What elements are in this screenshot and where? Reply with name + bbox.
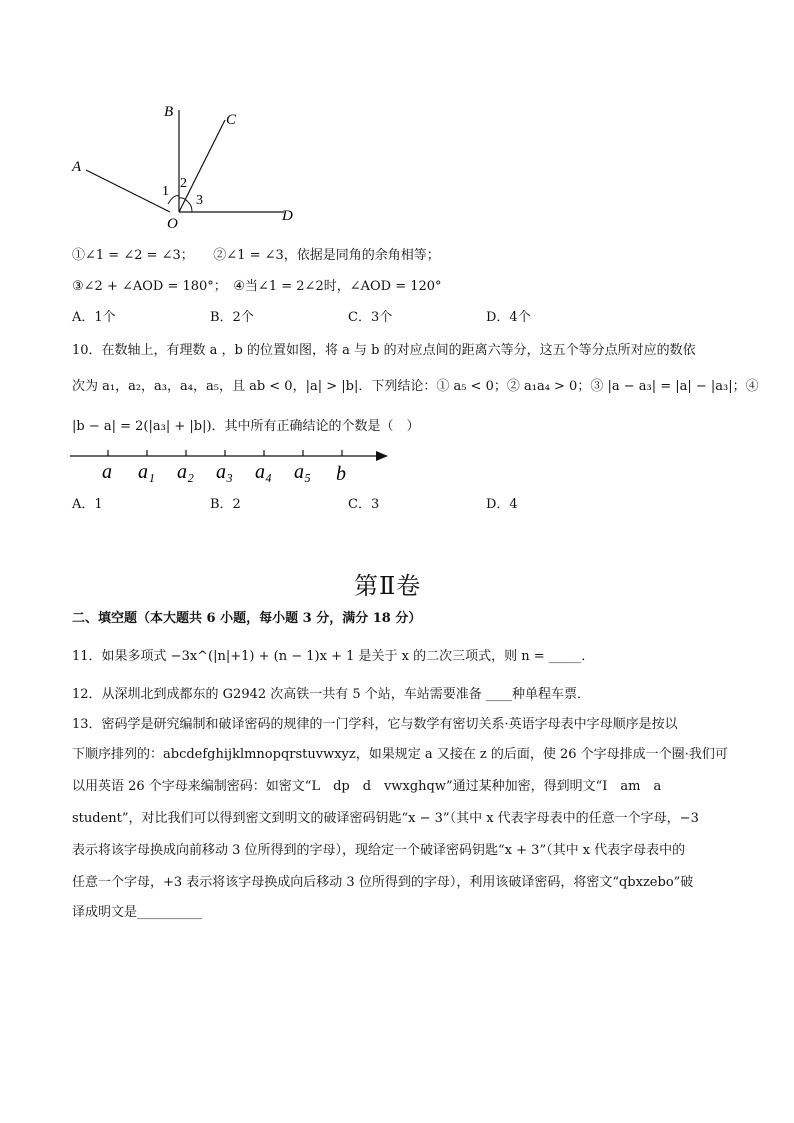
q10-line2: 次为 a₁，a₂，a₃，a₄，a₅，且 ab < 0，|a| > |b|．下列结论：① a₅ < 0；② a₁a₄ > 0；③ |a − a₃| = |a| − |a₃|；④	[72, 379, 759, 394]
label-A: A	[72, 159, 82, 175]
q10-option-c[interactable]: C．3	[348, 497, 380, 512]
part2-title: 第Ⅱ卷	[354, 572, 422, 600]
q10-option-b[interactable]: B．2	[210, 497, 241, 512]
axis-label-b: b	[336, 463, 346, 485]
q13-line4: student”，对比我们可以得到密文到明文的破译密码钥匙“x − 3”（其中 x 代表字母表中的任意一个字母，−3	[72, 811, 699, 826]
q13-line2: 下顺序排列的：abcdefghijklmnopqrstuvwxyz，如果规定 a 又接在 z 的后面，使 26 个字母排成一个圈·我们可	[72, 747, 728, 762]
q9-statements-line2: ③∠2 + ∠AOD = 180°； ④当∠1 = 2∠2时，∠AOD = 120°	[72, 279, 442, 294]
axis-label-a3: a₃	[216, 461, 233, 483]
axis-label-a: a	[102, 461, 112, 483]
q11-text: 11．如果多项式 −3x^(|n|+1) + (n − 1)x + 1 是关于 x 的二次三项式，则 n = _____．	[72, 649, 595, 664]
axis-label-a5: a₅	[294, 461, 311, 483]
q9-statements-line1: ①∠1 = ∠2 = ∠3； ②∠1 = ∠3，依据是同角的余角相等；	[72, 248, 440, 263]
label-angle-1: 1	[162, 184, 169, 199]
q10-option-a[interactable]: A．1	[72, 497, 103, 512]
q10-line3: |b − a| = 2(|a₃| + |b|)．其中所有正确结论的个数是（ ）	[72, 419, 420, 434]
q9-option-c[interactable]: C．3个	[348, 310, 393, 325]
ray-OA	[86, 170, 170, 212]
label-O: O	[167, 216, 178, 232]
axis-label-a4: a₄	[255, 461, 272, 483]
number-line	[66, 440, 396, 490]
angle-figure	[60, 98, 320, 238]
q9-option-a[interactable]: A．1个	[72, 310, 116, 325]
q13-line5: 表示将该字母换成向前移动 3 位所得到的字母），现给定一个破译密码钥匙“x + 3”（其中 x 代表字母表中的	[72, 843, 686, 858]
q12-text: 12．从深圳北到成都东的 G2942 次高铁一共有 5 个站，车站需要准备 ____种单程车票．	[72, 687, 590, 702]
number-line-arrow	[376, 451, 388, 461]
axis-label-a2: a₂	[177, 461, 194, 483]
q13-line1: 13．密码学是研究编制和破译密码的规律的一门学科，它与数学有密切关系·英语字母表中字母顺序是按以	[72, 717, 678, 732]
q13-line7: 译成明文是__________	[72, 905, 203, 920]
q9-option-b[interactable]: B．2个	[210, 310, 254, 325]
q9-option-d[interactable]: D．4个	[486, 310, 531, 325]
q10-line1: 10．在数轴上，有理数 a ，b 的位置如图，将 a 与 b 的对应点间的距离六等分，这五个等分点所对应的数依	[72, 343, 696, 358]
label-B: B	[164, 104, 174, 120]
label-angle-3: 3	[196, 193, 203, 208]
q13-line3: 以用英语 26 个字母来编制密码：如密文“L dp d vwxghqw”通过某种加密，得到明文“I am a	[72, 779, 662, 794]
label-D: D	[282, 208, 293, 224]
q13-line6: 任意一个字母，+3 表示将该字母换成向后移动 3 位所得到的字母），利用该破译密码，将密文“qbxzebo”破	[72, 875, 694, 890]
tick-marks	[108, 450, 342, 456]
section-heading: 二、填空题（本大题共 6 小题，每小题 3 分，满分 18 分）	[72, 611, 422, 626]
label-C: C	[226, 112, 237, 128]
axis-label-a1: a₁	[138, 461, 155, 483]
label-angle-2: 2	[180, 176, 187, 191]
q10-option-d[interactable]: D．4	[486, 497, 518, 512]
